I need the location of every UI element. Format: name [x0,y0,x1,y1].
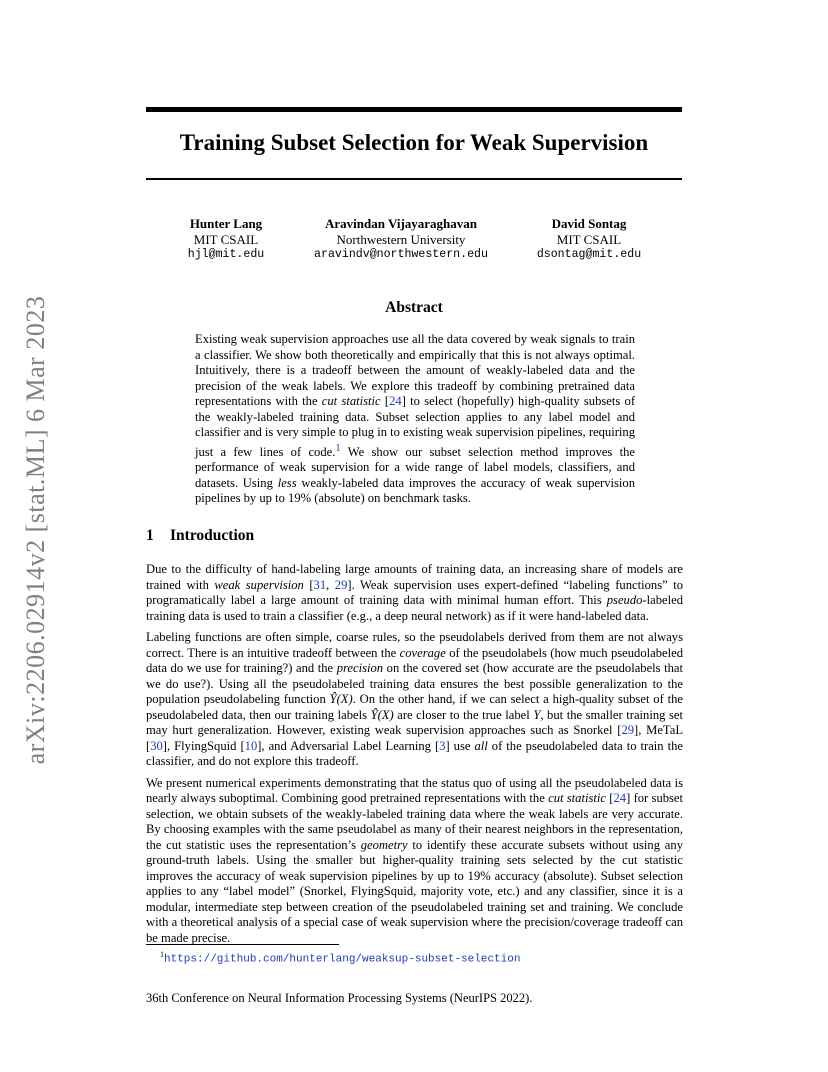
paragraph-1: Due to the difficulty of hand-labeling large amounts of training data, an increasing share of models are trained with weak supervision [31, 29]. Weak supervision uses expert-defined “labeling functions” to programatically label a large amount of training data with minimal human effort. This pseudo-labeled training data is used to train a classifier (e.g., a deep neural network) as if it were hand-labeled data. [146,562,683,623]
citation-link[interactable]: 29 [334,577,348,592]
math-inline: Ŷ(X) [329,692,353,706]
author-1 [156,216,296,263]
footnote-link[interactable]: https://github.com/hunterlang/weaksup-subset-selection [164,953,521,966]
section-heading [146,527,254,545]
paragraph-2: Labeling functions are often simple, coarse rules, so the pseudolabels derived from them are not always correct. There is an intuitive tradeoff between the coverage of the pseudolabels (how much pseudolabeled data do we use for training?) and the precision on the covered set (how accurate are the pseudolabels that we do use?). Using all the pseudolabeled training data ensures the best possible generalization to the population pseudolabeling function Ŷ(X). On the other hand, if we can select a high-quality subset of the pseudolabeled data, then our training labels Ŷ(X) are closer to the true label Y, but the smaller training set may hurt generalization. However, existing weak supervision approaches such as Snorkel [29], MeTaL [30], FlyingSquid [10], and Adversarial Label Learning [3] use all of the pseudolabeled data to train the classifier, and do not explore this tradeoff. [146,630,684,768]
intro-body [146,562,683,952]
arxiv-stamp [18,290,54,770]
author-email[interactable]: hjl@mit.edu [187,248,265,261]
footnote-rule [146,944,339,945]
math-inline: Ŷ(X) [370,707,394,722]
author-affiliation: Northwestern University [336,231,466,247]
citation-link[interactable]: 29 [621,723,635,737]
arxiv-id: arXiv:2206.02914v2 [stat.ML] 6 Mar 2023 [21,295,50,765]
section-title: Introduction [170,527,255,544]
footnote-number: 1 [160,950,164,959]
author-email[interactable]: dsontag@mit.edu [536,248,642,261]
math-inline: Y [533,707,541,722]
author-name: Hunter Lang [189,216,263,231]
citation-link[interactable]: 24 [613,791,627,805]
abstract-heading: Abstract [385,299,443,316]
citation-link[interactable]: 31 [313,577,327,592]
citation-link[interactable]: 30 [150,738,163,753]
paper-title: Training Subset Selection for Weak Supervision [179,130,649,155]
citation-link[interactable]: 10 [244,738,258,753]
author-name: Aravindan Vijayaraghavan [324,216,478,231]
citation-link[interactable]: 24 [389,394,402,408]
author-3 [518,216,660,263]
author-2 [296,216,506,263]
author-name: David Sontag [551,216,627,231]
paragraph-3: We present numerical experiments demonstrating that the status quo of using all the pseudolabeled data is nearly always suboptimal. Combining good pretrained representations with the cut statistic [24] for subset selection, we obtain subsets of the weakly-labeled training data where the weak labels are very accurate. By choosing examples with the same pseudolabel as many of their nearest neighbors in the representation, the cut statistic uses the representation’s geometry to identify these accurate subsets without using any ground-truth labels. Using the smaller but higher-quality training sets selected by the cut statistic improves the accuracy of weak supervision pipelines by up to 19% accuracy (absolute). Subset selection applies to any “label model” (Snorkel, FlyingSquid, majority vote, etc.) and any classifier, since it is a modular, intermediate step between creation of the pseudolabeled training set and training. We conclude with a theoretical analysis of a special case of weak supervision where the precision/coverage tradeoff can be made precise. [146,775,684,945]
section-number: 1 [146,527,154,544]
author-affiliation: MIT CSAIL [556,231,622,247]
title-rule-bottom [146,178,682,180]
footnote-marker[interactable]: 1 [335,442,341,454]
author-affiliation: MIT CSAIL [193,231,259,247]
title-rule-top [146,107,682,112]
footnote [160,950,520,966]
citation-link[interactable]: 3 [439,738,446,753]
author-block [146,216,682,266]
abstract-text: Existing weak supervision approaches use all the data covered by weak signals to train a classifier. We show both theoretically and empirically that this is not always optimal. Intuitively, there is a tradeoff between the amount of weakly-labeled data and the precision of the weak labels. We explore this tradeoff by combining pretrained data representations with the cut statistic [24] to select (hopefully) high-quality subsets of the weakly-labeled training data. Subset selection applies to any label model and classifier and is very simple to plug in to existing weak supervision pipelines, requiring just a few lines of code.$^1$ We show our subset selection method improves the performance of weak supervision for a wide range of label models, classifiers, and datasets. Using less weakly-labeled data improves the accuracy of weak supervision pipelines by up to 19% (absolute) on benchmark tasks. [195,332,636,506]
conference-note: 36th Conference on Neural Information Processing Systems (NeurIPS 2022). [146,991,533,1005]
author-email[interactable]: aravindv@northwestern.edu [314,248,488,261]
